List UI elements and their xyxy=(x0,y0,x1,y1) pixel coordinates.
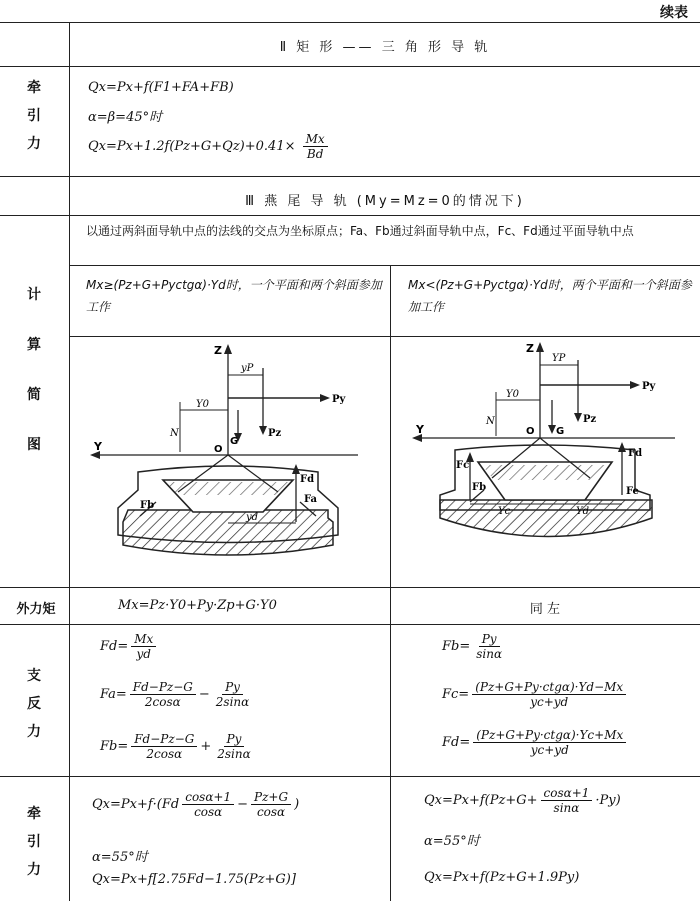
fig-right-n: N xyxy=(486,416,495,427)
fig-right-y0: Y0 xyxy=(506,389,519,400)
frac xyxy=(472,680,626,709)
frac-num: Fd−Pz−G xyxy=(131,732,197,747)
frac xyxy=(473,632,505,661)
section3-note: 以通过两斜面导轨中点的法线的交点为坐标原点；Fa、Fb通过斜面导轨中点，Fc、Fd通过平面导轨中点 xyxy=(86,224,634,238)
traction-right-f2: Qx=Px+f(Pz+G+1.9Py) xyxy=(424,870,580,885)
fig-left-yp: yP xyxy=(241,363,254,374)
fig-right-y: Y xyxy=(416,423,424,436)
frac-den: yc+yd xyxy=(530,743,569,757)
fig-left-fa: Fa xyxy=(304,494,318,505)
lhs: Fd= xyxy=(442,735,471,750)
lhs: Fb= xyxy=(100,739,129,754)
formula2-left: Qx=Px+1.2f(Pz+G+Qz)+0.41× xyxy=(88,139,296,154)
dovetail-diagram-left xyxy=(78,340,378,580)
post: ·Py) xyxy=(595,793,621,808)
lhs: Fc= xyxy=(442,687,470,702)
traction-label: 牵 引 力 xyxy=(27,806,41,878)
op: − xyxy=(237,797,249,812)
case-left: Mx≥(Pz+G+Pyctgα)·Yd时，一个平面和两个斜面参加工作 xyxy=(86,278,382,314)
traction-left-f1 xyxy=(92,790,299,819)
rule-moment-end xyxy=(0,624,700,625)
support-label: 支 反 力 xyxy=(27,668,41,740)
pre: Qx=Px+f(Pz+G+ xyxy=(424,793,538,808)
traction-right-condition: α=55°时 xyxy=(424,834,480,849)
op: − xyxy=(198,687,210,702)
frac xyxy=(541,786,593,815)
calc-diagram-label: 计 算 简 图 xyxy=(27,287,41,453)
support-right-fd xyxy=(442,728,629,757)
frac-num: Mx xyxy=(303,132,328,147)
support-left-fa xyxy=(100,680,255,709)
frac xyxy=(213,680,252,709)
post: ) xyxy=(294,797,300,812)
lhs: Fa= xyxy=(100,687,127,702)
frac-num: cosα+1 xyxy=(541,786,593,801)
fig-right-o: O xyxy=(526,426,535,437)
op: + xyxy=(200,739,212,754)
frac-num: Fd−Pz−G xyxy=(130,680,196,695)
lhs: Fd= xyxy=(100,639,129,654)
fig-right-fe: Fe xyxy=(626,486,639,497)
fig-left-fd: Fd xyxy=(300,474,315,485)
rule-top xyxy=(0,22,700,23)
frac-num: cosα+1 xyxy=(182,790,234,805)
traction-left-f2: Qx=Px+f[2.75Fd−1.75(Pz+G)] xyxy=(92,872,296,887)
fig-left-o: O xyxy=(214,444,223,455)
frac-den: 2cosα xyxy=(144,695,181,709)
frac-den: sinα xyxy=(476,647,503,661)
fig-left-g: G xyxy=(230,436,239,447)
frac-num: (Pz+G+Py·ctgα)·Yd−Mx xyxy=(472,680,626,695)
support-right-fc xyxy=(442,680,629,709)
rule-case-end xyxy=(70,336,700,337)
fig-right-yd: Yd xyxy=(576,506,590,517)
fig-left-y0: Y0 xyxy=(196,399,209,410)
frac-den: yc+yd xyxy=(530,695,569,709)
frac xyxy=(251,790,291,819)
formula2-frac xyxy=(303,132,328,161)
frac xyxy=(131,732,197,761)
fig-right-fb: Fb xyxy=(472,482,487,493)
frac-num: Py xyxy=(224,732,245,747)
section2-formula1: Qx=Px+f(F1+FA+FB) xyxy=(88,80,234,95)
moment-label: 外力矩 xyxy=(16,602,56,617)
frac-den: 2cosα xyxy=(146,747,183,761)
fig-left-py: Py xyxy=(332,394,346,405)
dovetail-diagram-right xyxy=(400,340,692,580)
frac xyxy=(130,680,196,709)
frac-den: cosα xyxy=(256,805,286,819)
section2-title: Ⅱ 矩 形 —— 三 角 形 导 轨 xyxy=(279,40,491,55)
fig-right-yc: Yc xyxy=(498,506,511,517)
frac xyxy=(214,732,253,761)
fig-right-g: G xyxy=(556,426,565,437)
rule-support-end xyxy=(0,776,700,777)
frac-den: Bd xyxy=(306,147,324,161)
frac-den: yd xyxy=(136,647,151,661)
support-left-fd xyxy=(100,632,159,661)
traction-left-condition: α=55°时 xyxy=(92,850,148,865)
fig-left-yd: yd xyxy=(246,512,259,523)
rule-fig-end xyxy=(0,587,700,588)
fig-left-y: Y xyxy=(94,440,102,453)
rule-s2-end xyxy=(0,176,700,177)
case-right: Mx<(Pz+G+Pyctgα)·Yd时，两个平面和一个斜面参加工作 xyxy=(408,278,692,314)
moment-left: Mx=Pz·Y0+Py·Zp+G·Y0 xyxy=(118,598,277,613)
continued-label: 续表 xyxy=(660,5,688,21)
frac xyxy=(473,728,626,757)
rule-s2-title xyxy=(0,66,700,67)
fig-left-pz: Pz xyxy=(268,428,282,439)
rule-mid-col xyxy=(390,265,391,901)
rule-s3-title xyxy=(0,215,700,216)
moment-right: 同 左 xyxy=(529,602,561,617)
fig-left-n: N xyxy=(170,428,179,439)
frac-num: Pz+G xyxy=(251,790,291,805)
rule-label-col xyxy=(69,22,70,901)
support-right-fb xyxy=(442,632,508,661)
fig-right-yp: YP xyxy=(552,353,566,364)
rule-note-end xyxy=(70,265,700,266)
frac-num: (Pz+G+Py·ctgα)·Yc+Mx xyxy=(473,728,626,743)
fig-right-fd: Fd xyxy=(628,448,643,459)
frac xyxy=(182,790,234,819)
traction-right-f1 xyxy=(424,786,621,815)
fig-left-z: Z xyxy=(214,344,222,357)
frac-num: Mx xyxy=(131,632,156,647)
frac-den: 2sinα xyxy=(217,747,251,761)
lhs: Fb= xyxy=(442,639,471,654)
frac-num: Py xyxy=(479,632,500,647)
section2-formula2 xyxy=(88,132,331,161)
pre: Qx=Px+f·(Fd xyxy=(92,797,180,812)
frac-den: 2sinα xyxy=(215,695,250,709)
section2-row-label: 牵 引 力 xyxy=(27,80,41,152)
section3-title: Ⅲ 燕 尾 导 轨 (My=Mz=0的情况下) xyxy=(245,194,525,209)
frac-num: Py xyxy=(222,680,243,695)
support-left-fb xyxy=(100,732,257,761)
fig-left-fb: Fb xyxy=(140,500,155,511)
frac-den: sinα xyxy=(553,801,580,815)
fig-right-py: Py xyxy=(642,381,656,392)
section2-condition: α=β=45°时 xyxy=(88,110,163,125)
fig-right-z: Z xyxy=(526,342,534,355)
frac-den: cosα xyxy=(194,805,223,819)
fig-right-fc: Fc xyxy=(456,460,470,471)
fig-right-pz: Pz xyxy=(583,414,597,425)
frac xyxy=(131,632,156,661)
